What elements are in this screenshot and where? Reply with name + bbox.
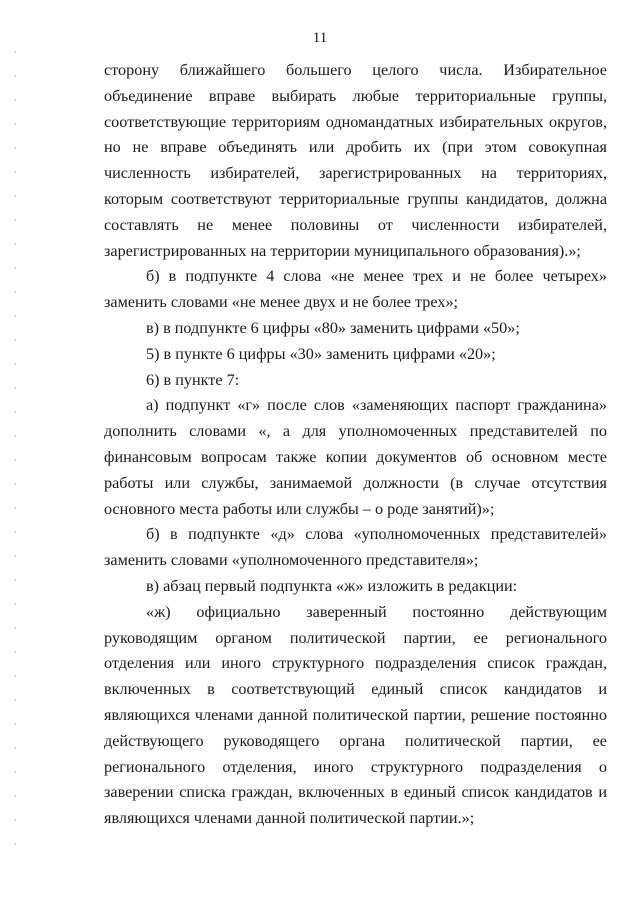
paragraph-8: в) абзац первый подпункта «ж» изложить в редакции: (146, 576, 518, 595)
paragraph-7: б) в подпункте «д» слова «уполномоченных представителей» заменить словами «уполномоченного представителя»; (104, 525, 607, 570)
paragraph-6: а) подпункт «г» после слов «заменяющих паспорт гражданина» дополнить словами «, а для уполномоченных представителей по финансовым вопросам также копии документов об основном месте работы или службы, занимаемой должности (в случае отсутствия основного места работы или службы – о роде занятий)»; (104, 396, 607, 518)
document-body (104, 58, 607, 832)
paragraph-2: б) в подпункте 4 слова «не менее трех и не более четырех» заменить словами «не менее двух и не более трех»; (104, 267, 607, 312)
paragraph-4: 5) в пункте 6 цифры «30» заменить цифрами «20»; (146, 344, 496, 363)
margin-scan-marks (14, 40, 16, 860)
paragraph-3: в) в подпункте 6 цифры «80» заменить цифрами «50»; (146, 318, 520, 337)
paragraph-9: «ж) официально заверенный постоянно действующим руководящим органом политической партии, ее регионального отделения или иного структурного подразделения список граждан, включенных в соответствующий единый список кандидатов и являющихся членами данной политической партии, решение постоянно действующего руководящего органа политической партии, ее регионального отделения, иного структурного подразделения о заверении списка граждан, включенных в единый список кандидатов и являющихся членами данной политической партии.»; (104, 602, 607, 828)
paragraph-5: 6) в пункте 7: (146, 370, 240, 389)
paragraph-1: сторону ближайшего большего целого числа. Избирательное объединение вправе выбирать любые территориальные группы, соответствующие территориям одномандатных избирательных округов, но не вправе объединять или дробить их (при этом совокупная численность избирателей, зарегистрированных на территориях, которым соответствуют территориальные группы кандидатов, должна составлять не менее половины от численности избирателей, зарегистрированных на территории муниципального образования).»; (104, 61, 607, 260)
page-number: 11 (312, 30, 328, 46)
